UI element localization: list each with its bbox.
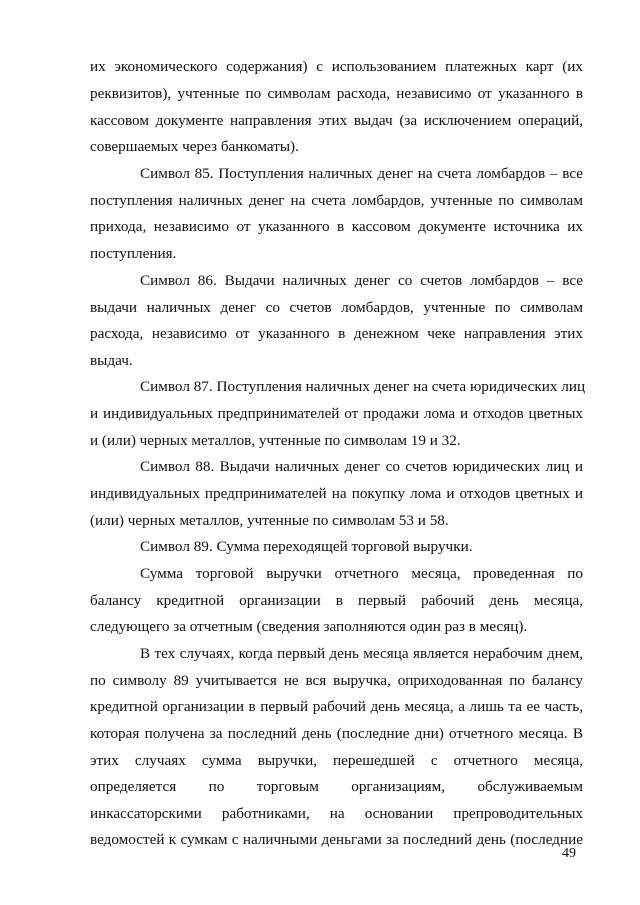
text-line: индивидуальных предпринимателей на покупку лома и отходов цветных и [90, 485, 583, 502]
text-line: Символ 88. Выдачи наличных денег со счетов юридических лиц и [140, 458, 583, 475]
text-line: кредитной организации в первый рабочий день месяца, а лишь та ее часть, [90, 698, 583, 715]
text-line: прихода, независимо от указанного в кассовом документе источника их [90, 218, 583, 235]
text-line: определяется по торговым организациям, обслуживаемым [90, 778, 583, 795]
text-line: Символ 86. Выдачи наличных денег со счетов ломбардов – все [140, 272, 583, 289]
text-line: реквизитов), учтенные по символам расхода, независимо от указанного в [90, 85, 583, 102]
text-line: Символ 89. Сумма переходящей торговой выручки. [140, 538, 473, 555]
text-line: кассовом документе направления этих выдач (за исключением операций, [90, 112, 583, 129]
text-line: Сумма торговой выручки отчетного месяца, проведенная по [140, 565, 583, 582]
text-line: Символ 85. Поступления наличных денег на счета ломбардов – все [140, 165, 583, 182]
text-line: этих случаях сумма выручки, перешедшей с отчетного месяца, [90, 752, 583, 769]
text-line: которая получена за последний день (последние дни) отчетного месяца. В [90, 725, 583, 742]
text-line: следующего за отчетным (сведения заполняются один раз в месяц). [90, 618, 528, 635]
text-line: Символ 87. Поступления наличных денег на счета юридических лиц [140, 378, 586, 395]
text-line: поступления. [90, 245, 177, 262]
text-line: поступления наличных денег на счета ломбардов, учтенные по символам [90, 192, 583, 209]
text-line: выдач. [90, 352, 133, 369]
text-line: по символу 89 учитывается не вся выручка, оприходованная по балансу [90, 672, 583, 689]
text-line: (или) черных металлов, учтенные по символам 53 и 58. [90, 512, 449, 529]
text-line: и индивидуальных предпринимателей от продажи лома и отходов цветных [90, 405, 583, 422]
page-number: 49 [562, 846, 576, 861]
text-line: ведомостей к сумкам с наличными деньгами за последний день (последние [90, 831, 583, 848]
text-line: инкассаторскими работниками, на основании препроводительных [90, 805, 583, 822]
text-line: и (или) черных металлов, учтенные по символам 19 и 32. [90, 432, 461, 449]
text-line: выдачи наличных денег со счетов ломбардов, учтенные по символам [90, 299, 583, 316]
text-line: В тех случаях, когда первый день месяца является нерабочим днем, [140, 645, 583, 662]
text-line: их экономического содержания) с использованием платежных карт (их [90, 58, 583, 75]
text-line: расхода, независимо от указанного в денежном чеке направления этих [90, 325, 583, 342]
text-line: балансу кредитной организации в первый рабочий день месяца, [90, 592, 583, 609]
text-line: совершаемых через банкоматы). [90, 138, 299, 155]
